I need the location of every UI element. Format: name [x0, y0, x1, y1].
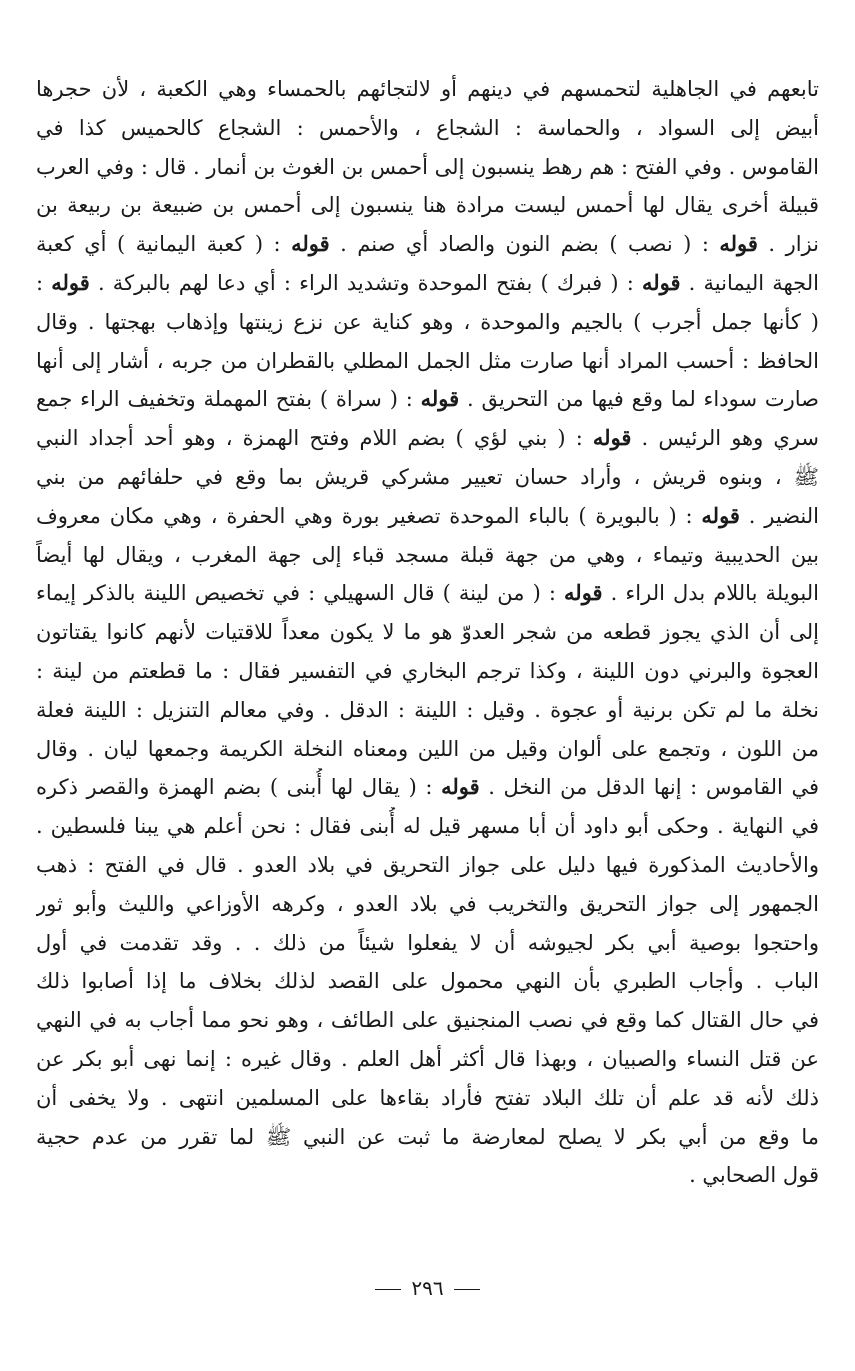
text-line [36, 768, 819, 807]
text-segment: : ( من لينة ) قال السهيلي : في تخصيص اللينة بالذكر إيماء [36, 581, 565, 606]
text-segment: نزار . [757, 232, 819, 257]
text-line [36, 342, 819, 381]
text-segment: قول الصحابي . [689, 1163, 819, 1188]
text-segment: في القاموس : إنها الدقل من النخل . [479, 775, 819, 800]
text-segment: من اللون ، وتجمع على ألوان وقيل من اللين ومعناه النخلة الكريمة وجمعها ليان . وقال [36, 736, 819, 761]
text-line [36, 1001, 819, 1040]
text-segment: الجمهور إلى جواز التحريق والتخريب في بلاد العدو ، وكرهه الأوزاعي والليث وأبو ثور [36, 891, 819, 916]
text-segment: القاموس . وفي الفتح : هم رهط ينسبون إلى أحمس بن الغوث بن أنمار . قال : وفي العرب [36, 154, 819, 179]
text-line [36, 70, 819, 109]
text-line [36, 497, 819, 536]
text-segment: عن قتل النساء والصبيان ، وبهذا قال أكثر أهل العلم . وقال غيره : إنما نهى أبو بكر عن [36, 1046, 819, 1071]
text-segment: ( كأنها جمل أجرب ) بالجيم والموحدة ، وهو كناية عن نزع زينتها وإذهاب بهجتها . وقال [36, 309, 819, 334]
text-segment: : ( نصب ) بضم النون والصاد أي صنم . [329, 232, 720, 257]
text-line [36, 1040, 819, 1079]
text-segment: صارت سوداء لما وقع فيها من التحريق . [459, 387, 819, 412]
text-line [36, 1118, 819, 1157]
headword-qawluhu: قوله [441, 774, 480, 800]
text-segment: تابعهم في الجاهلية لتحمسهم في دينهم أو لالتجائهم بالحمساء وهي الكعبة ، لأن حجرها [36, 77, 819, 101]
text-line [36, 730, 819, 769]
text-segment: الباب . وأجاب الطبري بأن النهي محمول على القصد لذلك بخلاف ما إذا أصابوا ذلك [36, 969, 819, 994]
headword-qawluhu: قوله [641, 269, 681, 295]
text-segment: نخلة ما لم تكن برنية أو عجوة . وقيل : اللينة : الدقل . وفي معالم التنزيل : اللينة فعلة [36, 697, 819, 722]
text-segment: أبيض إلى السواد ، والحماسة : الشجاع ، والأحمس : الشجاع كالحميس كذا في [36, 115, 819, 140]
text-segment: ما وقع من أبي بكر لا يصلح لمعارضة ما ثبت عن النبي ﷺ لما تقرر من عدم حجية [36, 1124, 819, 1149]
text-segment: : ( فبرك ) بفتح الموحدة وتشديد الراء : أي دعا لهم بالبركة . [89, 270, 642, 295]
text-segment: : [36, 270, 52, 295]
page-number [0, 1276, 855, 1300]
headword-qawluhu: قوله [420, 386, 460, 412]
text-segment: في النهاية . وحكى أبو داود أن أبا مسهر قيل له أُبنى فقال : نحن أعلم هي يبنا فلسطين . [36, 814, 819, 839]
text-segment: : ( بالبويرة ) بالباء الموحدة تصغير بورة وهي الحفرة ، وهي مكان معروف [36, 503, 702, 528]
text-segment: الحافظ : أحسب المراد أنها صارت مثل الجمل المطلي بالقطران من جربه ، أشار إلى أنها [36, 348, 819, 373]
commentary-text [36, 70, 819, 1195]
text-line [36, 419, 819, 458]
text-segment: بين الحديبية وتيماء ، وهي من جهة قبلة مسجد قباء إلى جهة المغرب ، ويقال لها أيضاً [36, 542, 819, 567]
folio-dash-right [454, 1289, 480, 1290]
text-segment: إلى أن الذي يجوز قطعه من شجر العدوّ هو ما لا يكون معداً للاقتيات لأنهم كانوا يقتاتون [36, 620, 819, 645]
text-line [36, 613, 819, 652]
text-line [36, 303, 819, 342]
text-line [36, 225, 819, 264]
headword-qawluhu: قوله [564, 580, 603, 606]
text-line [36, 924, 819, 963]
text-line [36, 652, 819, 691]
text-segment: في حال القتال كما وقع في نصب المنجنيق على الطائف ، وهو نحو مما أجاب به في النهي [36, 1008, 819, 1033]
text-segment: : ( يقال لها أُبنى ) بضم الهمزة والقصر ذكره [36, 775, 442, 800]
text-line [36, 846, 819, 885]
text-segment: : ( بني لؤي ) بضم اللام وفتح الهمزة ، وهو أحد أجداد النبي [36, 426, 593, 451]
headword-qawluhu: قوله [592, 425, 632, 451]
text-segment: والأحاديث المذكورة فيها دليل على جواز التحريق في بلاد العدو . قال في الفتح : ذهب [36, 852, 819, 877]
folio-dash-left [375, 1289, 401, 1290]
text-line [36, 186, 819, 225]
text-line [36, 109, 819, 148]
text-segment: النضير . [739, 503, 819, 528]
text-line [36, 264, 819, 303]
text-line [36, 1156, 819, 1195]
text-segment: الجهة اليمانية . [680, 270, 819, 295]
text-line [36, 536, 819, 575]
text-segment: سري وهو الرئيس . [631, 426, 819, 451]
text-line [36, 691, 819, 730]
text-line [36, 1079, 819, 1118]
text-segment: واحتجوا بوصية أبي بكر لجيوشه أن لا يفعلوا شيئاً من ذلك . . وقد تقدمت في أول [36, 930, 819, 955]
text-segment: : ( كعبة اليمانية ) أي كعبة [36, 232, 292, 257]
headword-qawluhu: قوله [701, 502, 740, 528]
text-segment: ﷺ ، وبنوه قريش ، وأراد حسان تعيير مشركي قريش بما وقع في حلفائهم من بني [36, 464, 819, 489]
text-segment: البويلة باللام بدل الراء . [602, 581, 819, 606]
text-line [36, 962, 819, 1001]
text-line [36, 148, 819, 187]
text-segment: ذلك لأنه قد علم أن تلك البلاد تفتح فأراد بقاءها على المسلمين انتهى . ولا يخفى أن [36, 1085, 819, 1110]
text-line [36, 574, 819, 613]
text-segment: العجوة والبرني دون اللينة ، وكذا ترجم البخاري في التفسير فقال : ما قطعتم من لينة : [36, 658, 819, 683]
headword-qawluhu: قوله [719, 231, 758, 257]
text-line [36, 807, 819, 846]
text-segment: : ( سراة ) بفتح المهملة وتخفيف الراء جمع [36, 387, 421, 412]
headword-qawluhu: قوله [51, 269, 90, 295]
text-line [36, 885, 819, 924]
text-segment: قبيلة أخرى يقال لها أحمس ليست مرادة هنا ينسبون إلى أحمس بن ضبيعة بن ربيعة بن [36, 193, 819, 218]
headword-qawluhu: قوله [291, 231, 330, 257]
page-number-value: ٢٩٦ [411, 1276, 444, 1300]
text-line [36, 458, 819, 497]
text-line [36, 380, 819, 419]
